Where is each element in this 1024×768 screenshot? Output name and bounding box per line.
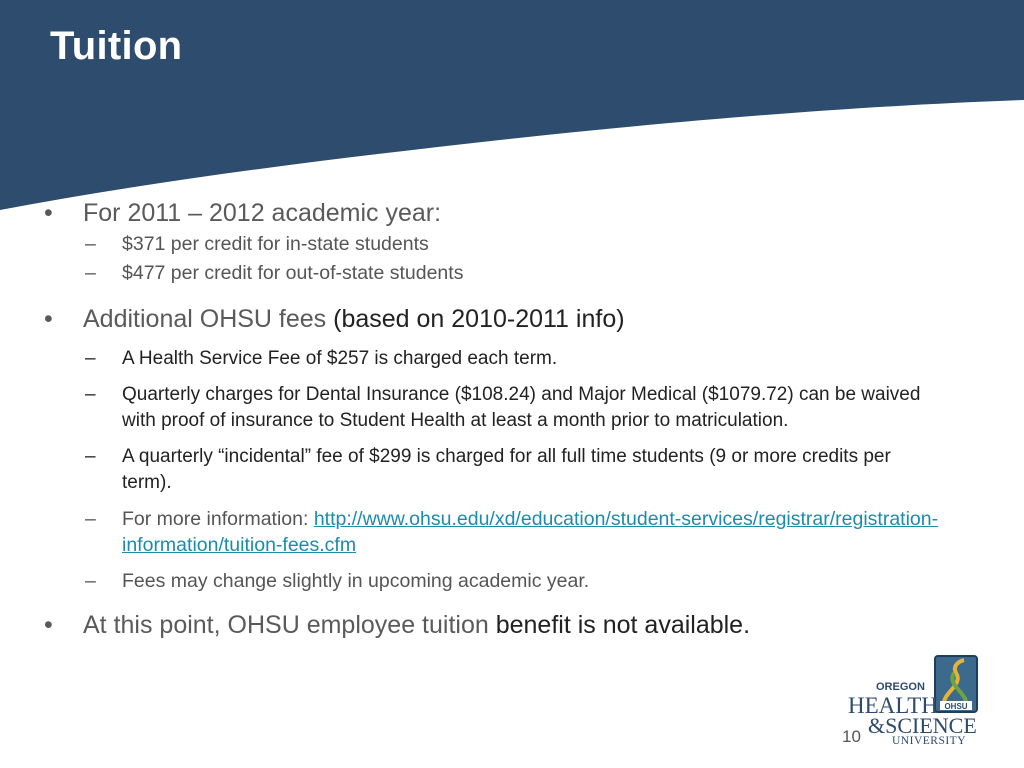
bullet-mark: •: [44, 611, 53, 639]
bullet-text: Additional OHSU fees: [83, 305, 334, 333]
logo-university: UNIVERSITY: [892, 735, 966, 747]
dash-mark: –: [85, 570, 96, 592]
sub-bullet: [85, 506, 944, 558]
bullet-text-emphasis: benefit is not available.: [495, 611, 751, 639]
dash-mark: –: [85, 262, 96, 284]
logo-oregon: OREGON: [876, 681, 925, 693]
sub-bullet-text: Quarterly charges for Dental Insurance ($108.24) and Major Medical ($1079.72) can be waived with proof of insurance to Student Health at least a month prior to matriculation.: [122, 384, 921, 431]
bullet-mark: •: [44, 199, 53, 227]
dash-mark: –: [85, 384, 96, 405]
bullet-text: For 2011 – 2012 academic year:: [83, 199, 442, 227]
slide-content: [44, 196, 944, 642]
bullet-academic-year: [44, 196, 944, 230]
sub-bullet: [85, 568, 944, 594]
sub-bullet-text: $371 per credit for in-state students: [122, 233, 429, 255]
page-number: 10: [842, 727, 861, 746]
sub-bullet: [85, 259, 944, 288]
logo-science: &SCIENCE: [868, 713, 977, 738]
slide-title: Tuition: [50, 24, 183, 68]
bullet-additional-fees: [44, 302, 944, 336]
bullet-mark: •: [44, 305, 53, 333]
sub-bullet: [85, 346, 944, 372]
sub-bullet: [85, 382, 944, 434]
bullet-employee-tuition: [44, 608, 944, 642]
sub-bullet-text: $477 per credit for out-of-state students: [122, 262, 464, 284]
bullet-text: At this point, OHSU employee tuition: [83, 611, 496, 639]
tuition-fees-link[interactable]: http://www.ohsu.edu/xd/education/student-services/registrar/registration-information/tuition-fees.cfm: [122, 508, 939, 556]
dash-mark: –: [85, 446, 96, 467]
ohsu-logo-mark-icon: [934, 655, 978, 713]
logo-badge: OHSU: [944, 702, 968, 711]
sub-bullet: [85, 230, 944, 259]
dash-mark: –: [85, 233, 96, 255]
sub-bullet-text: Fees may change slightly in upcoming academic year.: [122, 570, 590, 592]
sub-bullet-text: A quarterly “incidental” fee of $299 is charged for all full time students (9 or more credits per term).: [122, 446, 891, 493]
sub-bullet-text: A Health Service Fee of $257 is charged each term.: [122, 348, 558, 369]
bullet-text-note: (based on 2010-2011 info): [333, 305, 625, 333]
logo-health: HEALTH: [848, 693, 938, 718]
sub-bullet: [85, 444, 944, 496]
dash-mark: –: [85, 348, 96, 369]
dash-mark: –: [85, 508, 96, 530]
sub-bullet-text: For more information:: [122, 508, 314, 530]
ohsu-logo: [840, 655, 980, 750]
